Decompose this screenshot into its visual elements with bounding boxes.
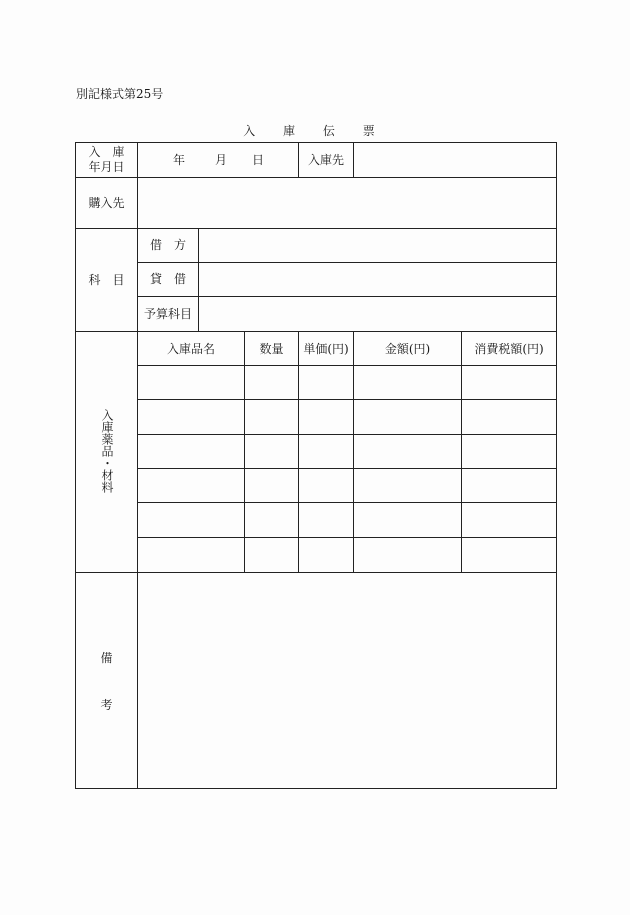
entry-date-label-sub: 年月日 [88,160,125,174]
month-label: 月 [215,153,228,167]
row-divider [76,331,556,332]
day-label: 日 [252,153,265,167]
column-header-tax: 消費税額(円) [474,342,544,356]
items-table-body[interactable] [138,366,556,572]
credit-label: 貸 借 [149,272,186,286]
column-header-unit-price: 単価(円) [303,342,349,356]
account-section-label: 科 目 [88,273,125,287]
form-number: 別記様式第25号 [76,87,164,101]
debit-field[interactable] [199,229,554,262]
remarks-label-top: 備 [100,651,113,665]
year-label: 年 [173,153,186,167]
destination-field[interactable] [354,144,554,176]
debit-label: 借 方 [149,238,186,252]
items-section-label: 入庫薬品・材料 [100,409,114,493]
purchase-from-field[interactable] [138,178,554,227]
remarks-field[interactable] [138,573,554,788]
column-header-amount: 金額(円) [384,342,431,356]
remarks-label-bottom: 考 [100,698,113,712]
column-header-item-name: 入庫品名 [166,342,215,356]
budget-label: 予算科目 [143,307,192,321]
document-title: 入 庫 伝 票 [243,124,387,138]
purchase-from-label: 購入先 [88,196,125,210]
column-header-quantity: 数量 [259,342,284,356]
credit-field[interactable] [199,263,554,296]
voucher-form [75,142,557,789]
budget-field[interactable] [199,297,554,330]
destination-label: 入庫先 [307,153,344,167]
entry-date-label: 入 庫 [88,145,125,159]
